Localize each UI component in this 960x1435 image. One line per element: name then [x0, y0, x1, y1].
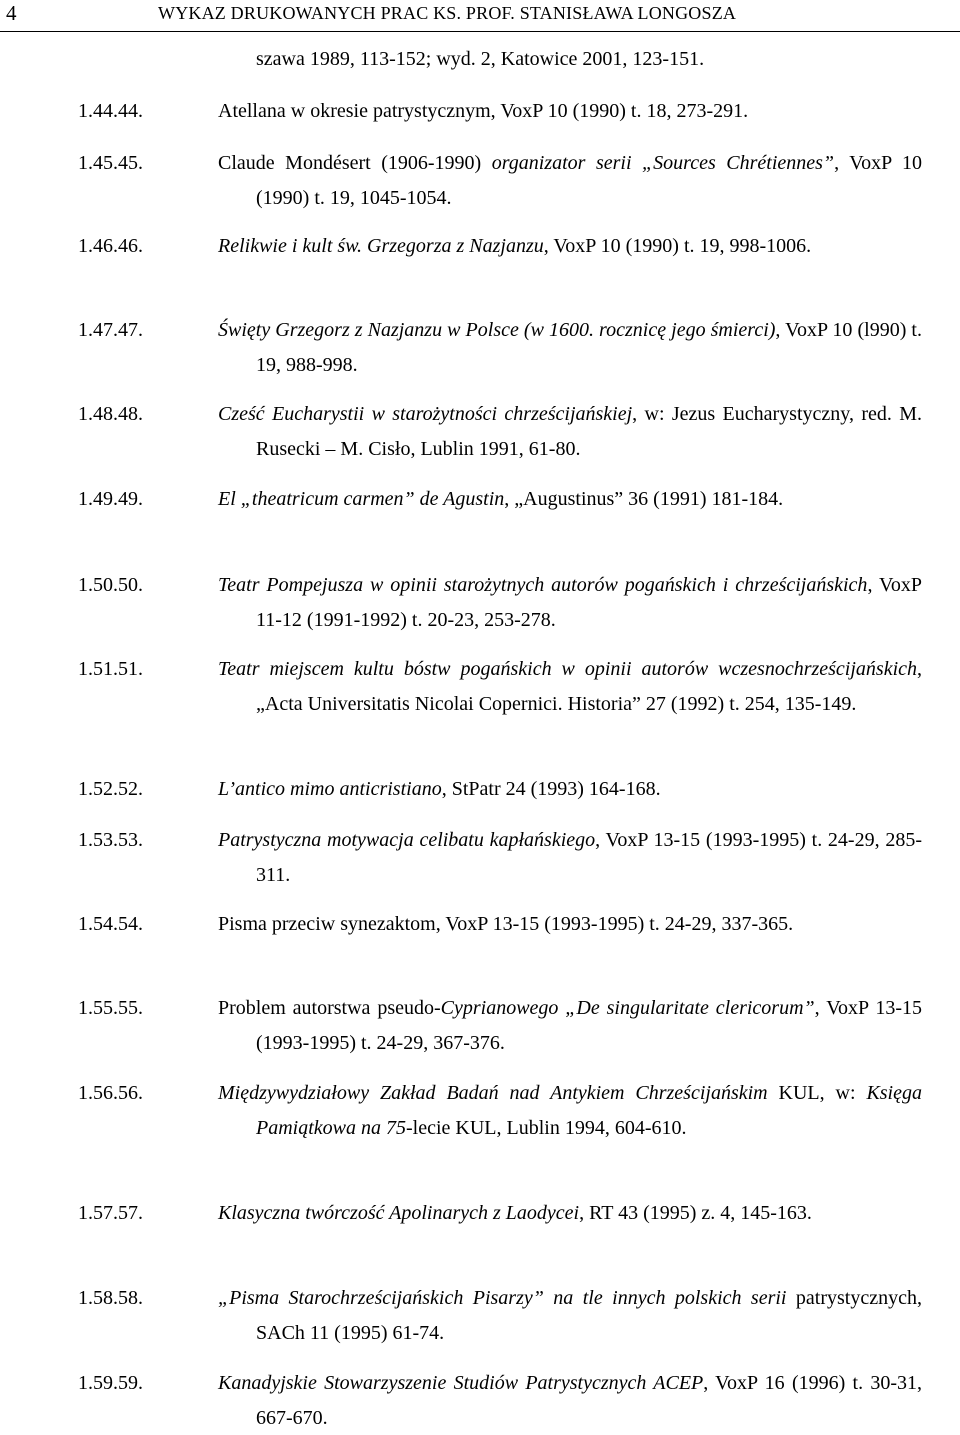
entry-title-segment: Klasyczna twórczość Apolinarych z Laodycei: [218, 1202, 580, 1224]
entry-number: 1.58.58.: [78, 1287, 143, 1309]
page-number: 4: [6, 1, 17, 25]
entry-citation-segment: KUL, w:: [767, 1082, 867, 1104]
entry-citation-segment: , w: Jezus Eucharystyczny, red. M. Rusecki – M. Cisło, Lublin 1991, 61-80.: [256, 403, 922, 460]
entry-text: [218, 1366, 922, 1435]
entry-text: [218, 568, 922, 637]
entry-text: [218, 823, 922, 892]
entry-text: [218, 907, 922, 942]
entry-number: 1.55.55.: [78, 997, 143, 1019]
page-header: [0, 0, 960, 36]
entry-citation-segment: Claude Mondésert (1906-1990): [218, 152, 492, 174]
entry-citation-segment: Problem autorstwa pseudo-: [218, 997, 441, 1019]
entry-citation-segment: , StPatr 24 (1993) 164-168.: [441, 778, 661, 800]
entry-text: [218, 42, 922, 77]
entry-citation-segment: -lecie KUL, Lublin 1994, 604-610.: [406, 1116, 687, 1139]
entry-text: [218, 229, 922, 264]
entry-number: 1.46.46.: [78, 235, 143, 257]
entry-citation-segment: , VoxP 16 (1996) t. 30-31, 667-670.: [256, 1372, 923, 1429]
entry-citation-segment: , VoxP 10 (1990) t. 19, 998-1006.: [543, 235, 812, 257]
entry-number: 1.50.50.: [78, 574, 143, 596]
header-rule: [0, 31, 960, 32]
entry-citation-segment: , VoxP 10 (l990) t. 19, 988-998.: [256, 319, 922, 376]
entry-title-segment: L’antico mimo anticristiano: [218, 778, 442, 800]
entry-title-segment: Patrystyczna motywacja celibatu kapłańskiego: [218, 829, 596, 851]
entry-text: [218, 313, 922, 382]
entry-text: [218, 94, 922, 129]
entry-title-segment: El „theatricum carmen” de Agustin: [218, 488, 505, 510]
entry-title-segment: Kanadyjskie Stowarzyszenie Studiów Patrystycznych ACEP: [218, 1372, 704, 1394]
entry-citation-segment: patrystycznych, SACh 11 (1995) 61-74.: [256, 1287, 922, 1344]
entry-title-segment: Teatr miejscem kultu bóstw pogańskich w opinii autorów wczesnochrześcijańskich: [218, 658, 917, 680]
entry-citation-segment: szawa 1989, 113-152; wyd. 2, Katowice 2001, 123-151.: [256, 48, 705, 70]
entry-number: 1.54.54.: [78, 913, 143, 935]
entry-title-segment: Międzywydziałowy Zakład Badań nad Antykiem Chrześcijańskim: [218, 1082, 768, 1104]
entry-number: 1.53.53.: [78, 829, 143, 851]
entry-number: 1.52.52.: [78, 778, 143, 800]
entry-number: 1.57.57.: [78, 1202, 143, 1224]
entry-citation-segment: , RT 43 (1995) z. 4, 145-163.: [579, 1202, 812, 1224]
entry-citation-segment: , „Augustinus” 36 (1991) 181-184.: [504, 488, 784, 510]
entry-title-segment: Relikwie i kult św. Grzegorza z Nazjanzu: [218, 235, 544, 257]
entry-citation-segment: Pisma przeciw synezaktom, VoxP 13-15 (1993-1995) t. 24-29, 337-365.: [218, 913, 794, 935]
entry-citation-segment: , VoxP 13-15 (1993-1995) t. 24-29, 367-376.: [256, 997, 922, 1054]
entry-title-segment: Święty Grzegorz z Nazjanzu w Polsce (w 1600. rocznicę jego śmierci): [218, 319, 776, 341]
entry-text: [218, 1196, 922, 1231]
entry-number: 1.44.44.: [78, 100, 143, 122]
entry-number: 1.47.47.: [78, 319, 143, 341]
entry-title-segment: organizator serii „Sources Chrétiennes”: [491, 152, 835, 174]
entry-citation-segment: Atellana w okresie patrystycznym, VoxP 10 (1990) t. 18, 273-291.: [218, 100, 749, 122]
entry-title-segment: Cyprianowego „De singularitate clericorum”: [440, 997, 815, 1019]
entry-number: 1.59.59.: [78, 1372, 143, 1394]
entry-citation-segment: , VoxP 10 (1990) t. 19, 1045-1054.: [256, 152, 922, 209]
entry-text: [218, 397, 922, 466]
entry-text: [218, 991, 922, 1060]
entry-title-segment: Teatr Pompejusza w opinii starożytnych autorów pogańskich i chrześcijańskich: [218, 574, 868, 596]
entry-number: 1.48.48.: [78, 403, 143, 425]
entry-citation-segment: , VoxP 13-15 (1993-1995) t. 24-29, 285-311.: [256, 829, 922, 886]
entry-number: 1.49.49.: [78, 488, 143, 510]
entry-title-segment: „Pisma Starochrześcijańskich Pisarzy” na tle innych polskich serii: [218, 1287, 787, 1309]
entry-number: 1.45.45.: [78, 152, 143, 174]
entry-title-segment: Księga Pamiątkowa na 75: [256, 1082, 922, 1139]
entry-citation-segment: , „Acta Universitatis Nicolai Copernici. Historia” 27 (1992) t. 254, 135-149.: [256, 658, 922, 715]
entry-text: [218, 1076, 922, 1145]
entry-citation-segment: , VoxP 11-12 (1991-1992) t. 20-23, 253-278.: [256, 574, 922, 631]
entry-text: [218, 1281, 922, 1350]
entry-title-segment: Cześć Eucharystii w starożytności chrześcijańskiej: [218, 403, 633, 425]
entry-text: [218, 146, 922, 215]
entry-text: [218, 482, 922, 517]
entry-number: 1.51.51.: [78, 658, 143, 680]
entry-number: 1.56.56.: [78, 1082, 143, 1104]
entry-text: [218, 772, 922, 807]
running-title: WYKAZ DRUKOWANYCH PRAC KS. PROF. STANISŁAWA LONGOSZA: [158, 3, 737, 23]
entry-text: [218, 652, 922, 721]
